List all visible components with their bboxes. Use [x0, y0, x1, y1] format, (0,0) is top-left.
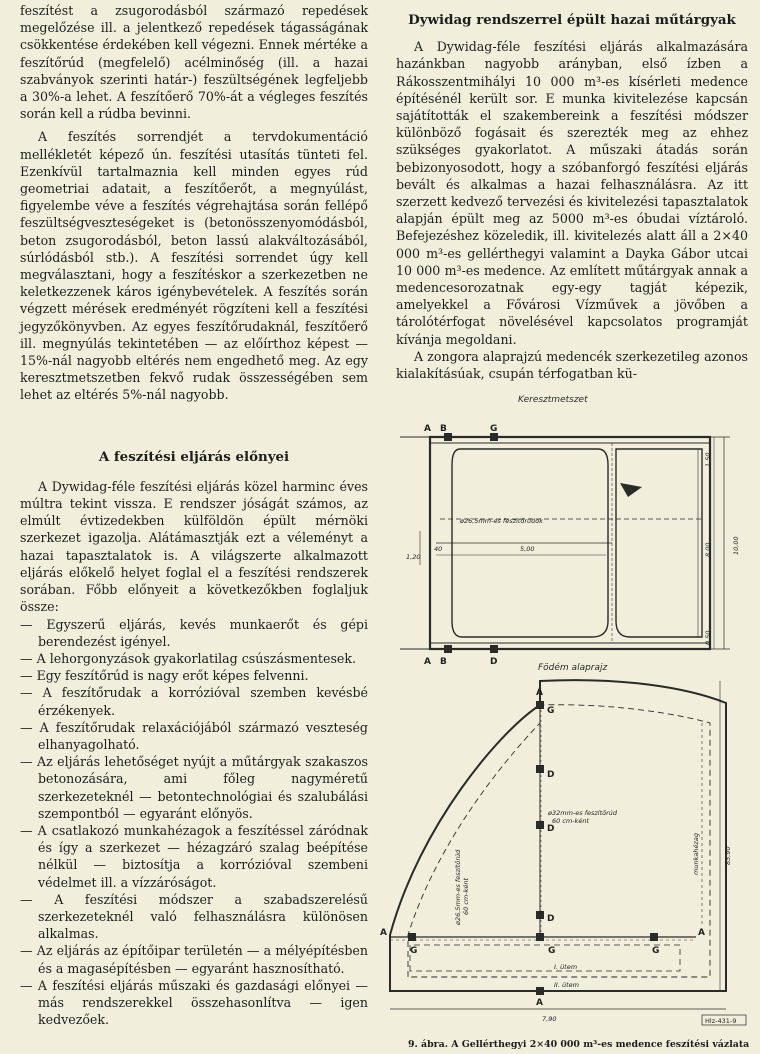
list-item: — A feszítőrudak a korrózióval szemben kevésbé érzékenyek. — [20, 685, 368, 718]
rod-note-b: 60 cm-ként — [552, 817, 590, 825]
letter-a: A — [536, 688, 543, 698]
letter-a: A — [424, 424, 431, 434]
list-item: — Az eljárás lehetőséget nyújt a műtárgyak szakaszos betonozására, ami főleg nagyméretű szerkezeteknél — betontechnológiai és szalubálási szempontból — egyaránt előnyös. — [20, 754, 368, 821]
paragraph: A feszítés sorrendjét a tervdokumentáció mellékletét képező ún. feszítési utasítás tünteti fel. Ezenkívül tartalmaznia kell minden egyes rúd geometriai adatait, a feszítőerőt, a megnyúlást, figyelembe véve a feszítés végrehajtása során fellépő feszültségveszteségeket is (betonösszenyomódásból, beton zsugorodásból, beton lassú alakváltozásából, súrlódásból stb.). A feszítési sorrendet úgy kell megválasztani, hogy a feszítéskor a szerkezetben ne keletkezzenek káros igénybevételek. A feszítés során végzett mérések eredményét rögzíteni kell a feszítési jegyzőkönyvben. Az egyes feszítőrudaknál, feszítőerő ill. megnyúlás tekintetében — az előírthoz képest — 15%-nál nagyobb eltérés nem engedhető meg. Az egy keresztmetszetben fekvő rudak összességében sem lehet az eltérés 5%-nál nagyobb. — [20, 129, 368, 403]
figure-caption: 9. ábra. A Gellérthegyi 2×40 000 m³-es medence feszítési vázlata — [408, 1039, 750, 1050]
dim-left-a: 40 — [434, 545, 443, 553]
letter-b: B — [440, 424, 447, 434]
section-dimensions — [406, 453, 740, 645]
paragraph: feszítést a zsugorodásból származó repedések megelőzése ill. a jelentkező repedések tágasságának csökkentése érdekében kell végezni. Ennek mértéke a feszítőrúd (megfelelő) acélminőség (ill. a hazai szabványok szerinti határ-) feszültségének legfeljebb a 30%-a lehet. A feszítőerő 70%-át a végleges feszítés során kell a rúdba bevinni. — [20, 3, 368, 122]
letter-g: G — [547, 706, 555, 716]
dim-left-small: 1,20 — [406, 553, 421, 561]
letter-g: G — [490, 424, 498, 434]
letter-a: A — [380, 928, 387, 938]
list-item: — Egyszerű eljárás, kevés munkaerőt és gépi berendezést igényel. — [20, 616, 368, 649]
stage-2: II. ütem — [554, 981, 579, 989]
letter-a: A — [536, 998, 543, 1008]
list-item: — A feszítési eljárás műszaki és gazdasági előnyei — más rendszerekkel összehasonlítva — igen kedvezőek. — [20, 977, 368, 1028]
section-label: Keresztmetszet — [518, 395, 588, 405]
dim-mid: 8,00 — [704, 542, 712, 557]
rod-note: ø26,5mm-es feszítőrúdok — [460, 517, 543, 525]
letter-g: G — [410, 946, 418, 956]
dim-total: 10,00 — [732, 536, 740, 555]
list-item: — Egy feszítőrúd is nagy erőt képes felvenni. — [20, 668, 309, 684]
rod-note-c: ø26,5mm-es feszítőrúd — [454, 849, 462, 925]
list-item: — Az eljárás az építőipar területén — a mélyépítésben és a magasépítésben — egyaránt hasznosítható. — [20, 943, 368, 976]
tank-prestressing-diagram — [380, 405, 752, 1030]
rod-note-d: 60 cm-ként — [462, 877, 470, 915]
dim-right: 83,90 — [724, 846, 732, 865]
dim-top: 1,50 — [704, 452, 712, 467]
letter-b: B — [440, 657, 447, 667]
list-item: — A feszítőrudak relaxációjából származó veszteség elhanyagolható. — [20, 719, 368, 752]
plan-label: Födém alaprajz — [538, 663, 608, 673]
paragraph: A zongora alaprajzú medencék szerkezetileg azonos kialakításúak, csupán térfogatban kü- — [396, 348, 748, 382]
stage-1: I. ütem — [554, 963, 578, 971]
dim-left-span: 5,00 — [520, 545, 535, 553]
list-item: — A csatlakozó munkahézagok a feszítéssel záródnak és így a szerkezet — hézagzáró szalag beépítése nélkül — biztosítja a korrózióval szembeni védelmet ill. a vízzáróságot. — [20, 822, 368, 890]
letter-a: A — [698, 928, 705, 938]
section-heading: Dywidag rendszerrel épült hazai műtárgyak — [408, 12, 736, 28]
figure-ref: Hlz-431-9 — [705, 1017, 737, 1025]
letter-d: D — [490, 657, 498, 667]
paragraph: A Dywidag-féle feszítési eljárás alkalmazására hazánkban nagyobb arányban, első ízben a Rákosszentmihályi 10 000 m³-es kísérleti medence építésénél került sor. E munka kivitelezése kapcsán sajátították el szakembereink a feszítési módszer különböző fogásait és szerezték meg az ehhez szükséges gyakorlatot. A műszaki átadás során bebizonyosodott, hogy a szóbanforgó feszítési eljárás bevált és alkalmas a hazai felhasználásra. Az itt szerzett kedvező tervezési és kivitelezési tapasztalatok alapján épült meg az 5000 m³-es óbudai víztároló. Befejezéshez közeledik, ill. kivitelezés alatt áll a 2×40 000 m³-es gellérthegyi valamint a Dayka Gábor utcai 10 000 m³-es medence. Az említett műtárgyak annak a medencesorozatnak egy-egy tagját képezik, amelyekkel a Fővárosi Vízművek a jövőben a tárolótérfogat növelésével kapcsolatos programját kívánja megoldani. — [396, 39, 748, 347]
dim-bottom: 0,50 — [704, 630, 712, 645]
edge-note: munkahézag — [692, 833, 700, 875]
floor-plan-drawing — [390, 680, 726, 1009]
plan-letters — [380, 688, 705, 1008]
paragraph: A Dywidag-féle feszítési eljárás közel harminc éves múltra tekint vissza. E rendszer jóságát számos, az elmúlt évtizedekben külföldön épült mérnöki szerkezet igazolja. Alátámasztják ezt a véleményt a hazai tapasztalatok is. A világszerte alkalmazott eljárás előkelő helyet foglal el a feszítési rendszerek sorában. Főbb előnyeit a következőkben foglaljuk össze: — [20, 478, 368, 615]
advantages-list — [20, 616, 368, 1029]
letter-d: D — [547, 824, 555, 834]
list-item: — A feszítési módszer a szabadszerelésű szerkezeteknél való felhasználásra különösen alkalmas. — [20, 891, 368, 942]
letter-d: D — [547, 770, 555, 780]
plan-markers — [408, 701, 658, 995]
letter-a: A — [424, 657, 431, 667]
section-heading: A feszítési eljárás előnyei — [98, 448, 290, 465]
letter-g: G — [548, 946, 556, 956]
dim-bottom: 7,90 — [542, 1015, 557, 1023]
left-column — [20, 0, 368, 1028]
letter-d: D — [547, 914, 555, 924]
list-item: — A lehorgonyzások gyakorlatilag csúszásmentesek. — [20, 650, 356, 666]
right-column — [396, 0, 748, 382]
letter-g: G — [652, 946, 660, 956]
rod-note-a: ø32mm-es feszítőrúd — [548, 809, 618, 817]
cross-section-drawing — [400, 437, 730, 649]
